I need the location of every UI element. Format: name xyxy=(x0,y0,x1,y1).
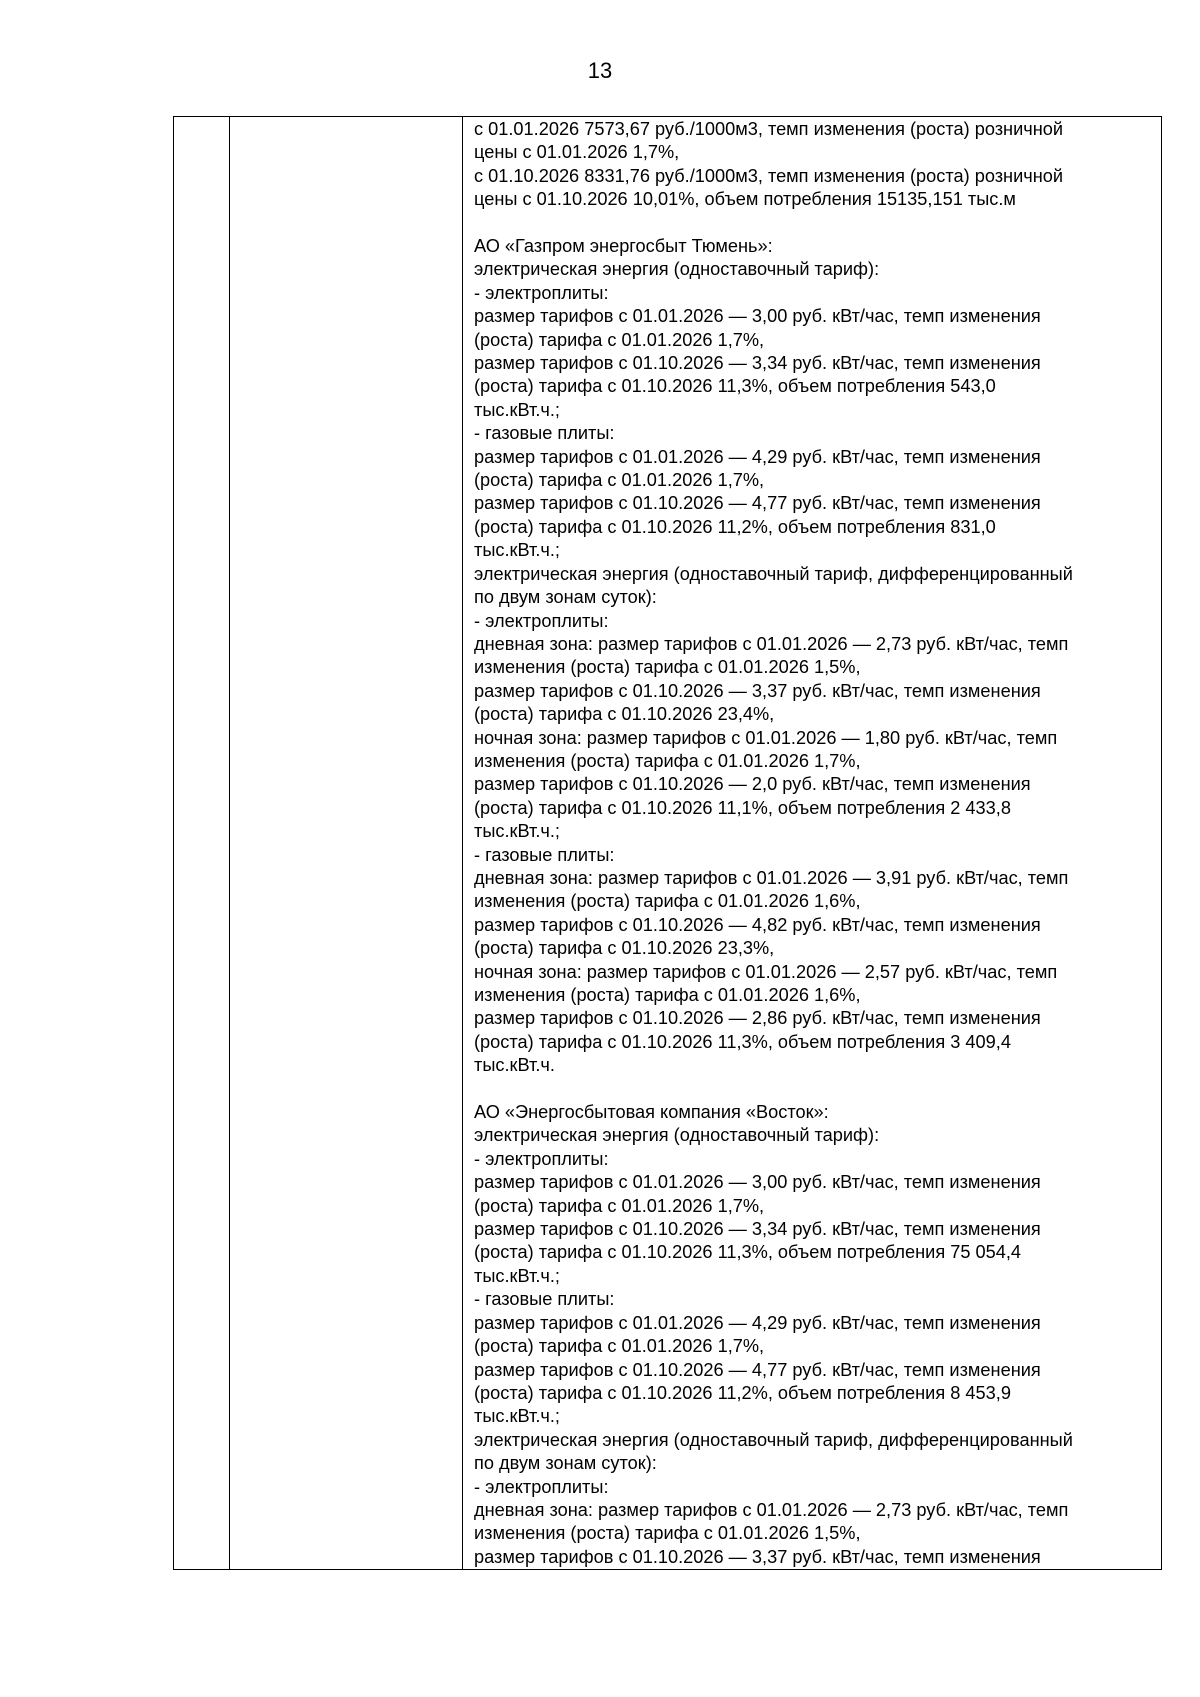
text-line: размер тарифов с 01.10.2026 — 3,34 руб. кВт/час, темп изменения xyxy=(474,1219,1041,1240)
text-line: размер тарифов с 01.10.2026 — 4,77 руб. кВт/час, темп изменения xyxy=(474,1359,1041,1380)
text-line: АО «Газпром энергосбыт Тюмень»: xyxy=(474,236,773,257)
text-line: (роста) тарифа с 01.10.2026 11,2%, объем потребления 8 453,9 xyxy=(474,1382,1011,1403)
text-line: тыс.кВт.ч.; xyxy=(474,1406,560,1427)
text-line: АО «Энергосбытовая компания «Восток»: xyxy=(474,1102,829,1123)
text-line: размер тарифов с 01.10.2026 — 3,37 руб. кВт/час, темп изменения xyxy=(474,1546,1041,1567)
text-line: изменения (роста) тарифа с 01.01.2026 1,5%, xyxy=(474,1523,861,1544)
text-line: изменения (роста) тарифа с 01.01.2026 1,5%, xyxy=(474,657,861,678)
text-line: цены с 01.01.2026 1,7%, xyxy=(474,142,680,163)
text-line: тыс.кВт.ч. xyxy=(474,1055,555,1076)
text-line: электрическая энергия (одноставочный тариф): xyxy=(474,259,880,280)
text-line: по двум зонам суток): xyxy=(474,1453,657,1474)
text-line: (роста) тарифа с 01.10.2026 11,2%, объем потребления 831,0 xyxy=(474,516,996,537)
text-line: - электроплиты: xyxy=(474,1476,609,1497)
text-line: электрическая энергия (одноставочный тариф): xyxy=(474,1125,880,1146)
table-row xyxy=(174,117,1162,1570)
text-line: - электроплиты: xyxy=(474,1148,609,1169)
text-line: с 01.10.2026 8331,76 руб./1000м3, темп изменения (роста) розничной xyxy=(474,165,1064,186)
text-line: дневная зона: размер тарифов с 01.01.2026 — 2,73 руб. кВт/час, темп xyxy=(474,633,1069,654)
table-cell-name xyxy=(230,117,463,1570)
text-line: тыс.кВт.ч.; xyxy=(474,1265,560,1286)
text-line: (роста) тарифа с 01.10.2026 11,3%, объем потребления 75 054,4 xyxy=(474,1242,1022,1263)
text-line: (роста) тарифа с 01.10.2026 11,3%, объем потребления 3 409,4 xyxy=(474,1031,1011,1052)
text-line: изменения (роста) тарифа с 01.01.2026 1,7%, xyxy=(474,750,861,771)
text-line: - электроплиты: xyxy=(474,610,609,631)
text-line: электрическая энергия (одноставочный тариф, дифференцированный xyxy=(474,563,1073,584)
text-line: (роста) тарифа с 01.01.2026 1,7%, xyxy=(474,329,765,350)
text-line: (роста) тарифа с 01.10.2026 23,4%, xyxy=(474,704,775,725)
text-line: размер тарифов с 01.10.2026 — 2,86 руб. кВт/час, темп изменения xyxy=(474,1008,1041,1029)
text-line: (роста) тарифа с 01.10.2026 23,3%, xyxy=(474,938,775,959)
text-line: изменения (роста) тарифа с 01.01.2026 1,6%, xyxy=(474,891,861,912)
text-line: изменения (роста) тарифа с 01.01.2026 1,6%, xyxy=(474,985,861,1006)
text-line: (роста) тарифа с 01.01.2026 1,7%, xyxy=(474,1195,765,1216)
text-line: дневная зона: размер тарифов с 01.01.2026 — 2,73 руб. кВт/час, темп xyxy=(474,1499,1069,1520)
text-line: размер тарифов с 01.10.2026 — 4,77 руб. кВт/час, темп изменения xyxy=(474,493,1041,514)
text-line: - электроплиты: xyxy=(474,282,609,303)
text-line: ночная зона: размер тарифов с 01.01.2026 — 1,80 руб. кВт/час, темп xyxy=(474,727,1058,748)
paragraph-gap xyxy=(474,212,1151,235)
text-line: размер тарифов с 01.01.2026 — 4,29 руб. кВт/час, темп изменения xyxy=(474,446,1041,467)
text-line: размер тарифов с 01.10.2026 — 3,34 руб. кВт/час, темп изменения xyxy=(474,353,1041,374)
table-cell-number xyxy=(174,117,230,1570)
text-line: (роста) тарифа с 01.01.2026 1,7%, xyxy=(474,1336,765,1357)
document-table xyxy=(173,116,1162,1570)
text-line: размер тарифов с 01.10.2026 — 4,82 руб. кВт/час, темп изменения xyxy=(474,914,1041,935)
text-line: - газовые плиты: xyxy=(474,1289,615,1310)
paragraph-gap xyxy=(474,1078,1151,1101)
text-line: цены с 01.10.2026 10,01%, объем потребления 15135,151 тыс.м xyxy=(474,189,1016,210)
text-line: дневная зона: размер тарифов с 01.01.2026 — 3,91 руб. кВт/час, темп xyxy=(474,867,1069,888)
text-line: размер тарифов с 01.10.2026 — 3,37 руб. кВт/час, темп изменения xyxy=(474,680,1041,701)
page-number: 13 xyxy=(587,58,613,83)
text-line: размер тарифов с 01.10.2026 — 2,0 руб. кВт/час, темп изменения xyxy=(474,774,1031,795)
text-line: размер тарифов с 01.01.2026 — 3,00 руб. кВт/час, темп изменения xyxy=(474,1172,1041,1193)
text-line: размер тарифов с 01.01.2026 — 3,00 руб. кВт/час, темп изменения xyxy=(474,306,1041,327)
text-line: ночная зона: размер тарифов с 01.01.2026 — 2,57 руб. кВт/час, темп xyxy=(474,961,1058,982)
text-line: по двум зонам суток): xyxy=(474,587,657,608)
text-line: тыс.кВт.ч.; xyxy=(474,540,560,561)
text-line: с 01.01.2026 7573,67 руб./1000м3, темп изменения (роста) розничной xyxy=(474,119,1064,139)
text-line: тыс.кВт.ч.; xyxy=(474,821,560,842)
text-line: размер тарифов с 01.01.2026 — 4,29 руб. кВт/час, темп изменения xyxy=(474,1312,1041,1333)
text-line: - газовые плиты: xyxy=(474,844,615,865)
table-cell-content xyxy=(463,117,1162,1570)
text-line: электрическая энергия (одноставочный тариф, дифференцированный xyxy=(474,1429,1073,1450)
text-line: - газовые плиты: xyxy=(474,423,615,444)
text-line: (роста) тарифа с 01.10.2026 11,3%, объем потребления 543,0 xyxy=(474,376,996,397)
text-line: (роста) тарифа с 01.10.2026 11,1%, объем потребления 2 433,8 xyxy=(474,797,1011,818)
text-line: (роста) тарифа с 01.01.2026 1,7%, xyxy=(474,470,765,491)
text-line: тыс.кВт.ч.; xyxy=(474,399,560,420)
